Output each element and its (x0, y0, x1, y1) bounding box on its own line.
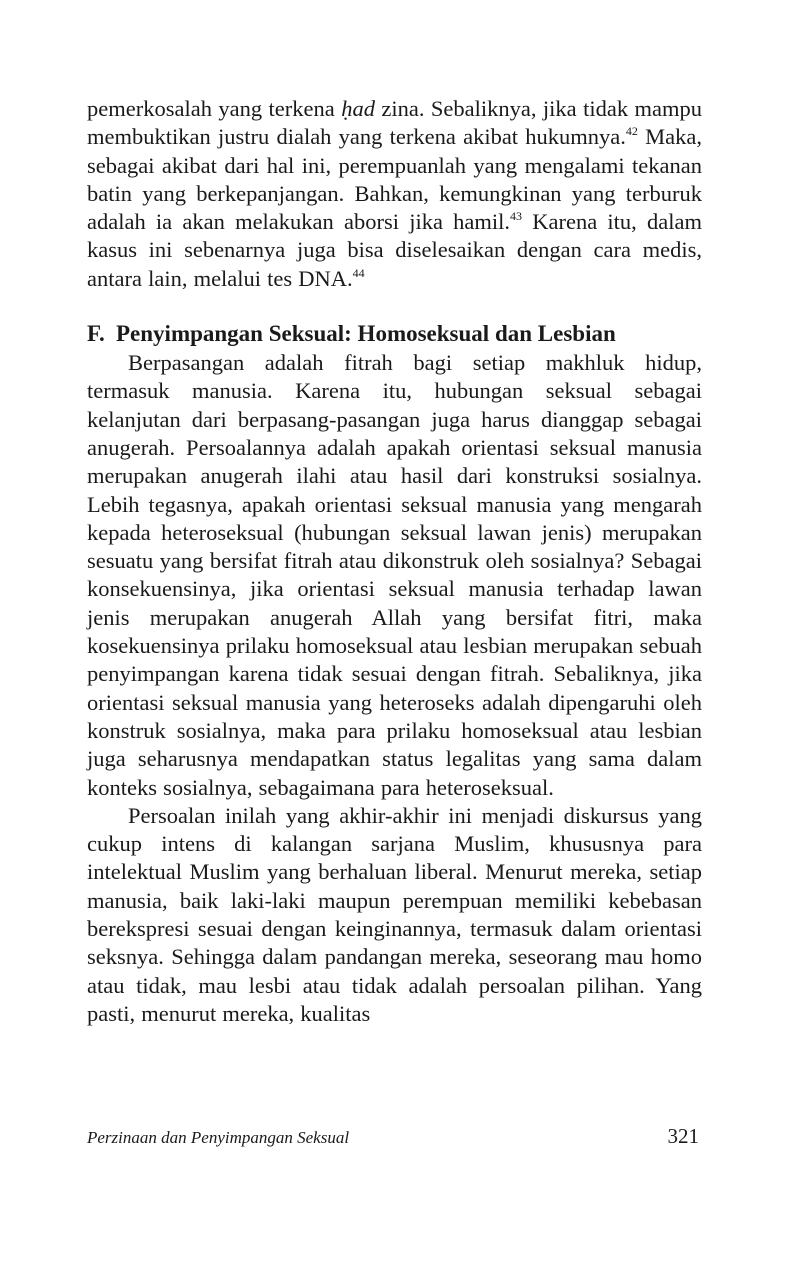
text-run: pemerkosalah yang terkena (87, 96, 342, 121)
transliterated-term: ḥad (341, 96, 375, 121)
section-title: Penyimpangan Seksual: Homoseksual dan Lesbian (116, 321, 616, 347)
page-body (87, 95, 702, 1028)
section-letter: F. (87, 321, 105, 347)
footnote-marker[interactable]: 42 (625, 124, 638, 139)
paragraph-continuation (87, 95, 702, 293)
paragraph: Berpasangan adalah fitrah bagi setiap makhluk hidup, termasuk manusia. Karena itu, hubungan seksual sebagai kelanjutan dari berpasang-pasangan juga harus dianggap sebagai anugerah. Persoalannya adalah apakah orientasi seksual manusia merupakan anugerah ilahi atau hasil dari konstruksi sosialnya. Lebih tegasnya, apakah orientasi seksual manusia yang mengarah kepada heteroseksual (hubungan seksual lawan jenis) merupakan sesuatu yang bersifat fitrah atau dikonstruk oleh sosialnya? Sebagai konsekuensinya, jika orientasi seksual manusia terhadap lawan jenis merupakan anugerah Allah yang bersifat fitri, maka kosekuensinya prilaku homoseksual atau lesbian merupakan sebuah penyimpangan karena tidak sesuai dengan fitrah. Sebaliknya, jika orientasi seksual manusia yang heteroseks adalah dipengaruhi oleh konstruk sosialnya, maka para prilaku homoseksual atau lesbian juga seharusnya mendapatkan status legalitas yang sama dalam konteks sosialnya, sebagaimana para heteroseksual. (87, 350, 702, 800)
footnote-marker[interactable]: 44 (352, 265, 365, 280)
running-footer-title: Perzinaan dan Penyimpangan Seksual (87, 1128, 350, 1147)
page-footer (87, 1124, 699, 1149)
footnote-marker[interactable]: 43 (510, 209, 523, 224)
text-run: zina. Sebaliknya, jika tidak mampu membuktikan justru dialah yang terkena akibat hukumnya. (87, 96, 703, 150)
text-run: Karena itu, dalam kasus ini sebenarnya juga bisa diselesaikan dengan cara medis, antara lain, melalui tes DNA. (87, 209, 702, 291)
page-number: 321 (667, 1124, 699, 1148)
section-heading (87, 319, 702, 349)
text-run: Maka, sebagai akibat dari hal ini, perempuanlah yang mengalami tekanan batin yang berkepanjangan. Bahkan, kemungkinan yang terburuk adalah ia akan melakukan aborsi jika hamil. (87, 124, 702, 235)
paragraph: Persoalan inilah yang akhir-akhir ini menjadi diskursus yang cukup intens di kalangan sarjana Muslim, khususnya para intelektual Muslim yang berhaluan liberal. Menurut mereka, setiap manusia, baik laki-laki maupun perempuan memiliki kebebasan berekspresi sesuai dengan keinginannya, termasuk dalam orientasi seksnya. Sehingga dalam pandangan mereka, seseorang mau homo atau tidak, mau lesbi atau tidak adalah persoalan pilihan. Yang pasti, menurut mereka, kualitas (87, 802, 702, 1026)
